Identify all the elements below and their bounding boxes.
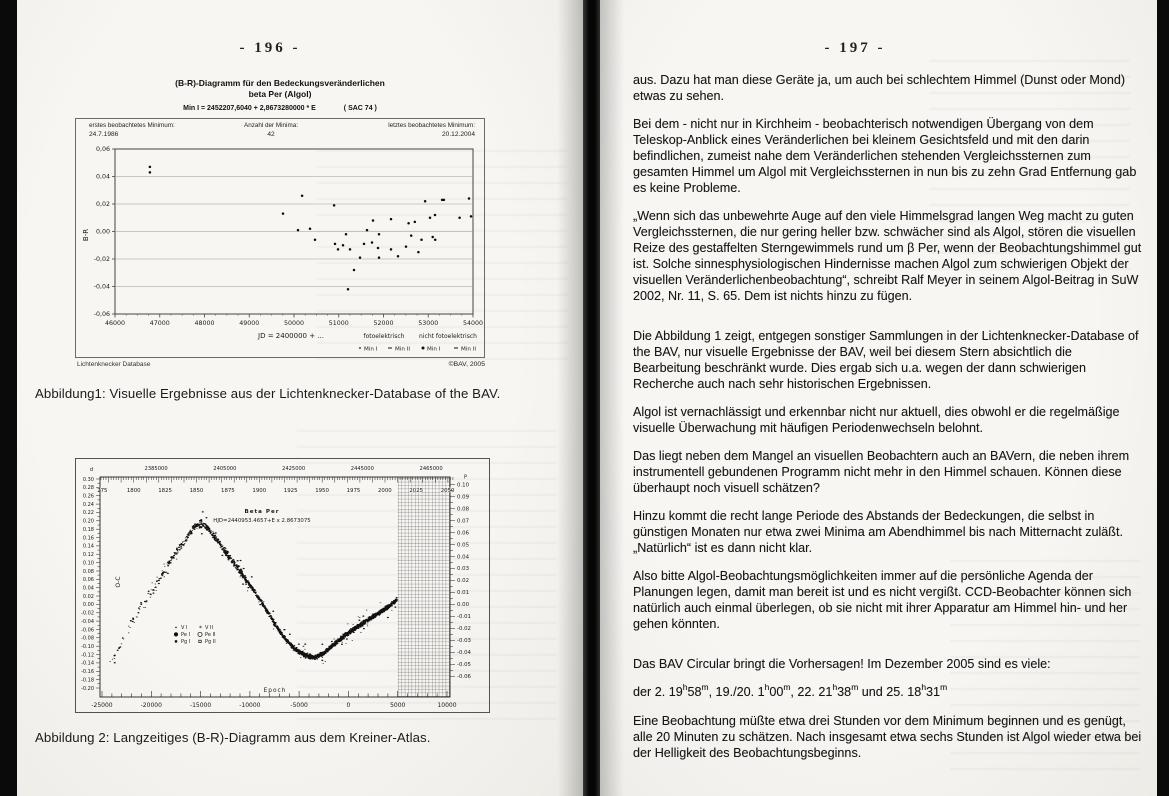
figure-2-caption: Abbildung 2: Langzeitiges (B-R)-Diagramm aus dem Kreiner-Atlas. bbox=[35, 730, 431, 745]
page-gutter bbox=[583, 0, 600, 796]
svg-text:2385000: 2385000 bbox=[144, 466, 168, 472]
paragraph: Algol ist vernachlässigt und erkennbar nicht nur aktuell, dies obwohl er die regelmäßige visuelle Überwachung mit häufigen Periodenwechseln belohnt. bbox=[633, 405, 1120, 435]
figure-1 bbox=[75, 78, 485, 373]
svg-text:1925: 1925 bbox=[283, 488, 298, 494]
svg-text:1900: 1900 bbox=[252, 488, 267, 494]
svg-text:Min I: Min I bbox=[364, 346, 378, 353]
paragraph: „Wenn sich das unbewehrte Auge auf den viele Himmelsgrad langen Weg macht zu guten Vergleichssternen, die nur gering heller bzw. schwächer sind als Algol, stören die visuellen Reize des gestaffelten Sterngewimmels rund um β Per, wenn der Beobachtungshimmel gut ist. Solche sinnesphysiologischen Hindernisse machen Algol zum schwierigen Objekt der visuellen Veränderlichenbeobachtung“, schreibt Ralf Meyer in seinem Algol-Beitrag in SuW 2002, Nr. 11, S. 65. Dem ist nichts hinzu zu fügen. bbox=[633, 209, 1142, 303]
svg-text:0,00: 0,00 bbox=[95, 228, 110, 236]
svg-text:Beta Per: Beta Per bbox=[244, 509, 280, 515]
svg-text:0.30: 0.30 bbox=[82, 476, 94, 483]
svg-text:fotoelektrisch: fotoelektrisch bbox=[363, 333, 405, 340]
scan-edge-right bbox=[1157, 0, 1169, 796]
svg-text:-0.04: -0.04 bbox=[457, 650, 471, 657]
svg-text:Min I: Min I bbox=[427, 346, 441, 353]
svg-text:0.14: 0.14 bbox=[82, 543, 94, 550]
svg-text:53000: 53000 bbox=[418, 320, 439, 327]
svg-text:O-C: O-C bbox=[115, 576, 122, 588]
svg-text:HJD=2440953.4657+E x 2.8673075: HJD=2440953.4657+E x 2.8673075 bbox=[213, 518, 311, 524]
svg-text:d: d bbox=[89, 467, 93, 473]
svg-text:-0.20: -0.20 bbox=[81, 685, 94, 692]
first-minimum: erstes beobachtetes Minimum: 24.7.1986 bbox=[89, 122, 175, 138]
svg-text:52000: 52000 bbox=[373, 320, 394, 327]
paragraph: Also bitte Algol-Beobachtungsmöglichkeiten immer auf die persönliche Agenda der Planungen legen, damit man bereit ist und es nicht vergißt. CCD-Beobachter können sich natürlich auch einmal überlegen, ob sie nicht mit ihrer Apparatur am Himmel hin- und her gehen könnten. bbox=[633, 569, 1132, 631]
figure-1-title bbox=[75, 78, 485, 100]
svg-text:2445000: 2445000 bbox=[350, 466, 374, 472]
ephemeris-reference: ( SAC 74 ) bbox=[343, 105, 377, 112]
svg-text:0.07: 0.07 bbox=[457, 518, 470, 525]
svg-text:0.08: 0.08 bbox=[82, 568, 94, 575]
svg-text:0.03: 0.03 bbox=[457, 566, 470, 573]
svg-text:2425000: 2425000 bbox=[282, 466, 306, 472]
right-page bbox=[600, 0, 1157, 796]
svg-text:1875: 1875 bbox=[221, 488, 235, 494]
svg-text:5000: 5000 bbox=[390, 702, 406, 709]
figure-1-copyright: ©BAV, 2005 bbox=[448, 361, 485, 368]
svg-text:0.06: 0.06 bbox=[82, 577, 94, 584]
paragraph: Das liegt neben dem Mangel an visuellen Beobachtern auch an BAVern, die neben ihrem instrumentell gebundenen Programm nicht mehr in den Himmel schauen. Können diese überhaupt noch visuell schätzen? bbox=[633, 449, 1130, 495]
figure-1-ephemeris bbox=[75, 105, 485, 112]
svg-text:Min II: Min II bbox=[461, 346, 477, 353]
svg-text:-0.04: -0.04 bbox=[81, 618, 94, 625]
svg-text:-0.12: -0.12 bbox=[81, 652, 94, 659]
svg-text:0.04: 0.04 bbox=[457, 554, 470, 561]
svg-text:2405000: 2405000 bbox=[213, 466, 237, 472]
svg-text:Pe I: Pe I bbox=[181, 632, 190, 638]
svg-text:0.02: 0.02 bbox=[82, 593, 94, 600]
svg-text:*: * bbox=[199, 625, 202, 632]
svg-text:47000: 47000 bbox=[149, 320, 170, 327]
svg-text:-25000: -25000 bbox=[91, 702, 113, 709]
svg-text:-0,02: -0,02 bbox=[93, 256, 110, 263]
svg-text:0.00: 0.00 bbox=[82, 602, 94, 609]
svg-text:0.18: 0.18 bbox=[82, 526, 94, 533]
svg-text:-0.10: -0.10 bbox=[81, 644, 94, 650]
svg-text:1850: 1850 bbox=[189, 488, 204, 494]
svg-text:-0,04: -0,04 bbox=[93, 283, 110, 291]
svg-text:2465000: 2465000 bbox=[419, 466, 443, 472]
svg-text:1950: 1950 bbox=[315, 488, 329, 494]
svg-text:Pg II: Pg II bbox=[205, 639, 216, 645]
svg-text:0.09: 0.09 bbox=[457, 494, 470, 501]
svg-text:0.10: 0.10 bbox=[457, 482, 470, 489]
svg-text:V I: V I bbox=[181, 625, 188, 631]
minima-count: Anzahl der Minima: 42 bbox=[244, 122, 298, 138]
page-number-196: - 196 - bbox=[239, 40, 301, 56]
svg-text:0,06: 0,06 bbox=[95, 146, 110, 153]
text-column bbox=[633, 72, 1142, 773]
figure-1-source: Lichtenknecker Database bbox=[77, 361, 151, 368]
svg-text:0.26: 0.26 bbox=[82, 493, 94, 500]
svg-text:46000: 46000 bbox=[104, 320, 126, 327]
last-minimum: letztes beobachtetes Minimum: 20.12.2004 bbox=[388, 122, 475, 138]
svg-text:0.16: 0.16 bbox=[82, 535, 94, 542]
figure-1-title-line1: (B-R)-Diagramm für den Bedeckungsveränderlichen bbox=[175, 78, 385, 88]
svg-text:JD = 2400000 + ...: JD = 2400000 + ... bbox=[258, 332, 324, 340]
paragraph: Die Abbildung 1 zeigt, entgegen sonstiger Sammlungen in der Lichtenknecker-Database of the BAV, nur visuelle Ergebnisse der BAV, weil bei diesem Stern absichtlich die Bearbeitung beschränkt wurde. Dies ergab sich u.a. wegen der dann schwierigen Recherche auch nach sehr historischen Ergebnissen. bbox=[633, 329, 1139, 391]
svg-text:2025: 2025 bbox=[409, 488, 424, 494]
svg-text:-0.16: -0.16 bbox=[81, 669, 94, 676]
svg-text:-0,06: -0,06 bbox=[93, 311, 110, 318]
svg-text:nicht fotoelektrisch: nicht fotoelektrisch bbox=[419, 333, 477, 340]
paragraph: Bei dem - nicht nur in Kirchheim - beobachterisch notwendigen Übergang von dem Teleskop-Anblick eines Veränderlichen bei kleinem Gesichtsfeld und mit den darin befindlichen, zumeist nahe dem Veränderlichen stehenden Vergleichssternen zum gesamten Himmel um Algol mit Vergleichssternen in nun bis zu zehn Grad Entfernung gab es keine Probleme. bbox=[633, 117, 1137, 195]
br-diagram-chart bbox=[76, 119, 484, 357]
svg-text:0.20: 0.20 bbox=[82, 518, 94, 525]
svg-text:Pe II: Pe II bbox=[205, 632, 216, 638]
svg-text:0.08: 0.08 bbox=[457, 506, 470, 513]
svg-text:0.12: 0.12 bbox=[82, 552, 94, 559]
svg-text:0.04: 0.04 bbox=[82, 585, 94, 592]
svg-text:0.24: 0.24 bbox=[82, 501, 94, 508]
svg-text:0.22: 0.22 bbox=[82, 510, 94, 517]
svg-text:50000: 50000 bbox=[283, 320, 305, 327]
paragraph: Hinzu kommt die recht lange Periode des Abstands der Bedeckungen, die selbst in günstigen Monaten nur etwa zwei Minima am Abendhimmel bis nach Mitternacht zuläßt. „Natürlich“ ist es dann nicht klar. bbox=[633, 509, 1123, 555]
figure-1-frame bbox=[75, 118, 485, 358]
svg-text:2000: 2000 bbox=[377, 488, 392, 494]
svg-text:V II: V II bbox=[205, 625, 213, 631]
svg-text:0.00: 0.00 bbox=[457, 602, 470, 609]
paragraph: Das BAV Circular bringt die Vorhersagen! Im Dezember 2005 sind es viele: bbox=[633, 657, 1051, 671]
svg-text:-0.06: -0.06 bbox=[457, 674, 471, 681]
svg-text:0.10: 0.10 bbox=[82, 560, 94, 567]
svg-text:48000: 48000 bbox=[194, 320, 215, 327]
figure-1-caption: Abbildung1: Visuelle Ergebnisse aus der Lichtenknecker-Database of the BAV. bbox=[35, 386, 501, 401]
paragraph: Eine Beobachtung müßte etwa drei Stunden vor dem Minimum beginnen und es genügt, alle 20 Minuten zu schätzen. Nach insgesamt etwa sechs Stunden ist Algol wieder etwa bei der Helligkeit des Beobachtungsbeginns. bbox=[633, 714, 1142, 760]
svg-text:0.28: 0.28 bbox=[82, 485, 94, 492]
svg-text:0,02: 0,02 bbox=[95, 201, 110, 208]
svg-text:51000: 51000 bbox=[328, 320, 349, 327]
svg-text:1800: 1800 bbox=[126, 488, 141, 494]
svg-text:B-R: B-R bbox=[82, 228, 90, 242]
kreiner-atlas-chart bbox=[75, 458, 490, 713]
svg-text:-15000: -15000 bbox=[189, 702, 212, 709]
ephemeris-formula: Min I = 2452207,6040 + 2,8673280000 * E bbox=[183, 105, 316, 112]
svg-text:-0.05: -0.05 bbox=[457, 662, 471, 669]
svg-text:-0.14: -0.14 bbox=[81, 660, 94, 667]
svg-text:0.02: 0.02 bbox=[457, 578, 470, 585]
svg-text:0: 0 bbox=[346, 702, 351, 709]
svg-text:10000: 10000 bbox=[437, 702, 457, 709]
svg-text:2050: 2050 bbox=[440, 488, 455, 494]
svg-text:-0.02: -0.02 bbox=[81, 610, 94, 617]
left-page bbox=[17, 0, 583, 796]
svg-text:-0.06: -0.06 bbox=[81, 627, 94, 634]
svg-text:54000: 54000 bbox=[462, 320, 484, 327]
svg-text:-0.18: -0.18 bbox=[81, 677, 94, 684]
svg-text:0.01: 0.01 bbox=[457, 590, 470, 597]
svg-text:-5000: -5000 bbox=[290, 702, 308, 709]
svg-text:-10000: -10000 bbox=[239, 702, 261, 709]
page-number-197: - 197 - bbox=[824, 40, 886, 56]
svg-text:Pg I: Pg I bbox=[181, 639, 191, 645]
svg-text:775: 775 bbox=[97, 488, 108, 494]
svg-text:Min II: Min II bbox=[395, 346, 411, 353]
svg-text:-0.08: -0.08 bbox=[81, 635, 94, 642]
svg-text:0.05: 0.05 bbox=[457, 542, 470, 549]
paragraph: aus. Dazu hat man diese Geräte ja, um auch bei schlechtem Himmel (Dunst oder Mond) etwas zu sehen. bbox=[633, 73, 1126, 103]
svg-text:P: P bbox=[464, 474, 468, 481]
svg-text:-0.01: -0.01 bbox=[457, 614, 471, 621]
figure-1-title-line2: beta Per (Algol) bbox=[248, 89, 312, 99]
svg-text:Epoch: Epoch bbox=[263, 688, 287, 694]
svg-text:0.06: 0.06 bbox=[457, 530, 470, 537]
predictions-line: der 2. 19$^h$58$^m$, 19./20. 1$^h$00$^m$, 22. 21$^h$38$^m$ und 25. 18$^h$31$^m$ bbox=[633, 681, 948, 699]
svg-text:1825: 1825 bbox=[158, 488, 172, 494]
svg-text:1975: 1975 bbox=[346, 488, 361, 494]
svg-text:0,04: 0,04 bbox=[95, 173, 110, 181]
svg-text:-0.02: -0.02 bbox=[457, 626, 471, 633]
svg-text:-20000: -20000 bbox=[140, 702, 162, 709]
scan-edge-left bbox=[0, 0, 17, 796]
svg-text:-0.03: -0.03 bbox=[457, 638, 471, 645]
svg-text:49000: 49000 bbox=[239, 320, 260, 327]
